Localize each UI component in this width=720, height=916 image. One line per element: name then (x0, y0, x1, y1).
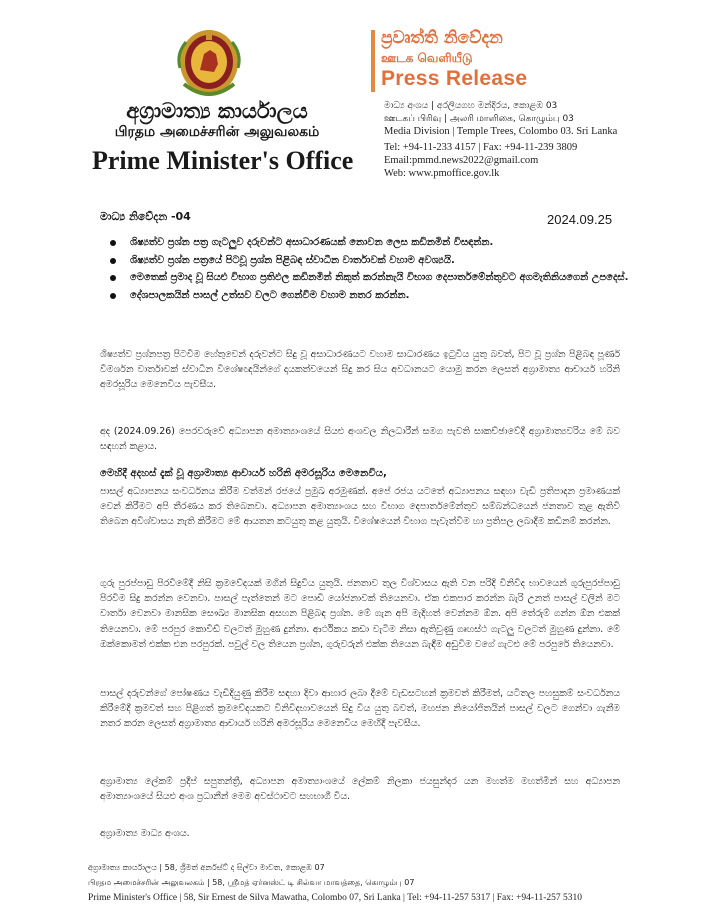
signoff: අග්‍රාමාත්‍ය මාධ්‍ය අංශය. (100, 828, 190, 839)
footer-sinhala: අග්‍රාමාත්‍ය කාර්යාලය | 58, ශ්‍රීමත් අර්නස්ට් ද සිල්වා මාවත, කොළඹ 07 (88, 863, 325, 872)
footer-tamil: பிரதம அமைச்சரின் அலுவலகம் | 58, ஸ்ரீமத் ஏர்னஸ்ட் டி சில்வா மாவத்தை, கொழும்பு 07 (88, 878, 415, 887)
highlights-list (100, 236, 645, 306)
release-date: 2024.09.25 (547, 212, 613, 227)
office-name-sinhala: අග්‍රාමාත්‍ය කාර්යාලය (126, 98, 308, 123)
highlight-text: ශිෂ්‍යත්ව ප්‍රශ්න පත්‍රයේ පිටවූ ප්‍රශ්න පිළිබඳ ස්වාධීන වාර්තාවක් වහාම අවශ්‍යයි. (130, 254, 455, 266)
highlight-item (100, 289, 645, 304)
office-name-english: Prime Minister's Office (92, 146, 354, 175)
press-release-label-sinhala: ප්‍රවෘත්ති නිවේදන (381, 28, 503, 48)
bullet-icon (110, 293, 116, 299)
highlight-item (100, 236, 645, 251)
highlight-text: දේශපාලකයින් පාසල් උත්සව වලට ගෙන්වීම වහාම නතර කරන්න. (130, 289, 410, 301)
paragraph-education: පාසල් අධ්‍යාපනය සංවර්ධනය කිරීම වත්මන් රජයේ ප්‍රමුඛ අරමුණක්. අපේ රජය යටතේ අධ්‍යාපනය සඳහා වැඩි ප්‍රතිපාදන ප්‍රමාණයක් වෙන් කිරීමට අපි තීරණය කර තිබෙනවා. අධ්‍යාපන අමාත්‍යාංශය සහ විභාග දෙපාර්තමේන්තුව සම්බන්ධයෙන් ජනතාව තුළ ඇතිවී තිබෙන අවිශ්වාසය නැති කිරීමට මේ ආයතන කටයුතු කළ යුතුයි. විශේෂයෙන් විභාග පැවැත්වීම හා ප්‍රතිපල ලබාදීම කඩිනම් කරන්න. (100, 486, 620, 528)
office-name-tamil: பிரதம அமைச்சரின் அலுவலகம் (114, 124, 320, 140)
press-release-accent-bar (371, 30, 375, 92)
press-release-label-tamil: ஊடக வெளியீடு (381, 51, 473, 65)
bullet-icon (110, 240, 116, 246)
press-release-label-english: Press Release (381, 67, 528, 90)
website: Web: www.pmoffice.gov.lk (384, 168, 500, 179)
bullet-icon (110, 258, 116, 264)
address-tamil: ஊடகப் பிரிவு | அலரி மாளிகை, கொழும்பு 03 (384, 114, 574, 124)
highlight-text: ශිෂ්‍යත්ව ප්‍රශ්න පත්‍ර ගැටලුව දරුවන්ට අසාධාරණයක් නොවන ලෙස කඩිනමින් විසඳන්න. (130, 237, 494, 248)
address-english: Media Division | Temple Trees, Colombo 03. Sri Lanka (384, 126, 618, 137)
release-reference: මාධ්‍ය නිවේදන -04 (100, 210, 191, 223)
paragraph-nutrition: පාසල් දරුවන්ගේ පෝෂණය වැඩිදියුණු කිරීම සඳහා දිවා ආහාර ලබා දීමේ වැඩසටහන් ක්‍රමවත් කිරීමත්, යටිතල පහසුකම් සංවර්ධනය කිරීමේදී ක්‍රමවත් සහ පිළිගත් ක්‍රමවේදයකට විනිවිදභාවයෙන් සිදු විය යුතු බවත්, මහජන නියෝජිතයින් පාසල් වලට ගෙන්වා ගැනීම නතර කරන ලෙසත් අග්‍රාමාත්‍ය ආචාර්ය හරිනි අමරසූරිය මෙනෙවිය මෙහිදී පැවසීය. (100, 688, 620, 730)
paragraph-meeting: අද (2024.09.26) පෙරවරුවේ අධ්‍යාපන අමාත්‍යාංශයේ සියළු අංශවල නිලධාරීන් සමග පැවති සාකච්ඡාවේදී අග්‍රාමාත්‍යවරිය මේ බව සඳහන් කළාය. (100, 426, 620, 453)
paragraph-intro: ශිෂ්‍යත්ව ප්‍රශ්නපත්‍ර පිටවීම හේතුවෙන් දරුවන්ට සිදු වූ අසාධාරණයට වහාම සාධාරණය ඉටුවිය යුතු බවත්, පිට වූ ප්‍රශ්න පිළිබඳ පූර්ණ විමර්ශන වාර්තාවක් ස්වාධීන විශේෂඥයින්ගේ දායකත්වයෙන් සිදු කර සිය අවධානයට යොමු කරන ලෙසත් අග්‍රාමාත්‍ය ආචාර්ය හරිනි අමරසූරිය මෙනෙවිය පැවසීය. (100, 349, 620, 391)
tel-fax: Tel: +94-11-233 4157 | Fax: +94-11-239 3809 (384, 142, 578, 153)
paragraph-attendees: අග්‍රාමාත්‍ය ලේකම් ප්‍රදීප් සපුතන්ත්‍රී, අධ්‍යාපන අමාත්‍යාංශයේ ලේකම් නිලකා ජයසුන්දර යන මහත්ම මහත්මීන් සහ අධ්‍යාපන අමාත්‍යාංශයේ සියළු අංශ ප්‍රධානීන් මෙම අවස්ථාවට සහභාගී විය. (100, 776, 620, 803)
highlight-item (100, 271, 645, 286)
address-sinhala: මාධ්‍ය අංශය | අරලියගහ මන්දිරය, කොළඹ 03 (384, 101, 558, 111)
footer-english: Prime Minister's Office | 58, Sir Ernest de Silva Mawatha, Colombo 07, Sri Lanka | Tel: +94-11-257 5317 | Fax: +94-11-257 5310 (88, 893, 582, 903)
paragraph-heading: මෙහිදී අදහස් දැක් වූ අග්‍රාමාත්‍ය ආචාර්ය හරිනි අමරසූරිය මෙනෙවිය, (100, 468, 387, 479)
highlight-text: මෙතෙක් ප්‍රමාද වූ සියළු විභාග ප්‍රතිඵල කඩිනමින් නිකුත් කරන්නැයි විභාග දෙපාර්තමේන්තුවට අගමැතිනියගෙන් උපදෙස්. (130, 272, 629, 283)
highlight-item (100, 254, 645, 269)
bullet-icon (110, 275, 116, 281)
paragraph-teachers: ගුරු පුරප්පාඩු පිරවීමේදී නිසි ක්‍රමවේදයක් මගින් සිදුවිය යුතුයි. ජනතාව තුල විශ්වාසය ඇති වන පරිදි විනිවිද භාවයෙන් ගුරුපුරප්පාඩු පිරවීම සිදු කරන්න වෙනවා. පාසල් පැත්තෙන් මට පොඩි යෝජනාවක් තියෙනවා. ඒක එකපාර කරන්න බැරි උනත් පාසල් වලින් මට වාර්තා වෙනවා මානසික සෞඛ්‍ය මානසික අසහන පිළිබඳ ප්‍රශ්න. මේ ගැන අපි මැදිහත් වෙන්නම ඕන. අපි තේරුම් ගන්න ඕන එකක් තියෙනවා. මේ පරපුර කොවිඩ් වලටත් මුහුණ දුන්නා. ආර්ථිකය කඩා වැටීම නිසා ඇතිවුණු ගෘහස්ථ ගැටලු වලටත් මුහුණ දුන්නා. මේ ඔක්කොමත් එක්ක එන පරපුරක්. පවුල් වල තියෙන ප්‍රශ්න, ගුරුවරුන් එක්ක තියෙන බැඳීම අඩුවීම වගේ ගැටළු මේ පරපුරේ තියෙනවා. (100, 578, 620, 650)
sri-lanka-emblem-icon (176, 24, 242, 104)
email: Email:pmmd.news2022@gmail.com (384, 155, 539, 166)
